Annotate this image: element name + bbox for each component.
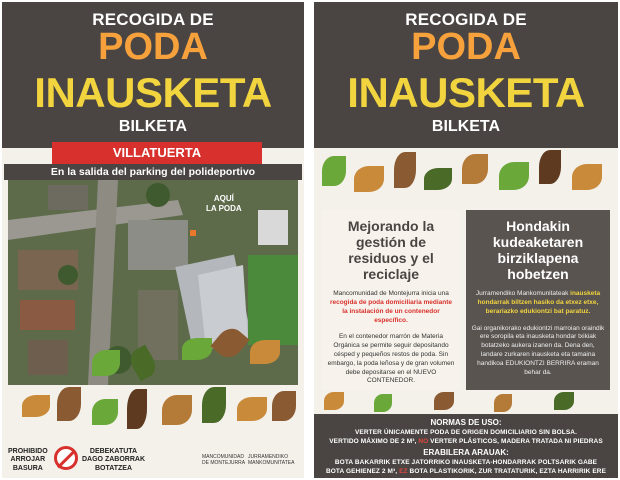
rules-title-eu: ERABILERA ARAUAK: xyxy=(423,448,509,457)
leaf-decoration-top xyxy=(314,148,618,218)
info-panel-eu xyxy=(466,210,610,390)
warning-text-es: PROHIBIDO ARROJAR BASURA xyxy=(8,448,48,472)
no-trash-icon xyxy=(54,446,78,470)
panel-title-eu: Hondakin kudeaketaren birziklapena hobetzen xyxy=(492,218,584,283)
rule-es-1: VERTER ÚNICAMENTE PODA DE ORIGEN DOMICILIARIO SIN BOLSA. xyxy=(354,429,578,436)
header-line2: PODA xyxy=(411,26,521,68)
panel-paragraph2-es: En el contenedor marrón de Materia Orgánica se permite seguir depositando césped y pequeños restos de poda. Sin embargo, la poda leñosa y de gran volumen debe depositarse en el NUEVO CONTENEDOR. xyxy=(327,333,455,385)
panel-paragraph2-eu: Gai organikorako edukiontzi marroian oraindik ere soropila eta inausketa hondar txikiak botatzeko aukera izanen da. Dena den, landare zurkaren inausketa eta tamaina handikoa EDUKIONTZI BERRIRA eraman behar da. xyxy=(471,324,605,376)
header-line3: INAUSKETA xyxy=(34,69,272,116)
info-panel-es xyxy=(322,210,460,390)
map-label: AQUÍ LA PODA xyxy=(206,194,242,213)
usage-rules xyxy=(314,414,618,478)
leaf-decoration-mid xyxy=(314,390,618,414)
poster-right xyxy=(314,2,618,478)
logo-montejurra: MANCOMUNIDAD DE MONTEJURRA xyxy=(202,454,246,466)
location-text: En la salida del parking del polideportivo xyxy=(4,164,302,180)
header-line3: INAUSKETA xyxy=(347,69,585,116)
header-line1: RECOGIDA DE xyxy=(92,10,214,29)
header-line1: RECOGIDA DE xyxy=(405,10,527,29)
header-line4: BILKETA xyxy=(118,118,188,135)
rules-title-es: NORMAS DE USO: xyxy=(430,418,502,427)
panel-paragraph1-es: Mancomunidad de Montejurra inicia una recogida de poda domiciliaria mediante la instalación de un contenedor específico. xyxy=(329,290,453,324)
leaf-decoration-bottom xyxy=(2,385,304,443)
panel-title-es: Mejorando la gestión de residuos y el reciclaje xyxy=(347,218,435,283)
town-name: VILLATUERTA xyxy=(52,142,262,164)
panel-paragraph1-eu: Jurramendiko Mankomunitateak inausketa hondarrak biltzen hasiko da etxez etxe, berariazko edukiontzi bat paratuz. xyxy=(475,290,601,315)
poster-header xyxy=(314,2,618,148)
leaf-decoration xyxy=(2,320,304,390)
poster-left xyxy=(2,2,304,478)
rule-eu-1: BOTA BAKARRIK ETXE JATORRIKO INAUSKETA-HONDARRAK POLTSARIK GABE xyxy=(334,459,598,466)
warning-text-eu: DEBEKATUTA DAGO ZABORRAK BOTATZEA xyxy=(82,448,145,472)
logo-jurramendi: JURRAMENDIKO MANKOMUNITATEA xyxy=(248,454,295,466)
header-line2: PODA xyxy=(98,26,208,68)
rule-es-2: VERTIDO MÁXIMO DE 2 M³, NO VERTER PLÁSTICOS, MADERA TRATADA NI PIEDRAS xyxy=(329,438,603,445)
header-line4: BILKETA xyxy=(431,118,501,135)
poster-header xyxy=(2,2,304,148)
rule-eu-2: BOTA GEHIENEZ 2 M³, EZ BOTA PLASTIKORIK, ZUR TRATATURIK, EZTA HARRIRIK ERE xyxy=(325,468,607,475)
